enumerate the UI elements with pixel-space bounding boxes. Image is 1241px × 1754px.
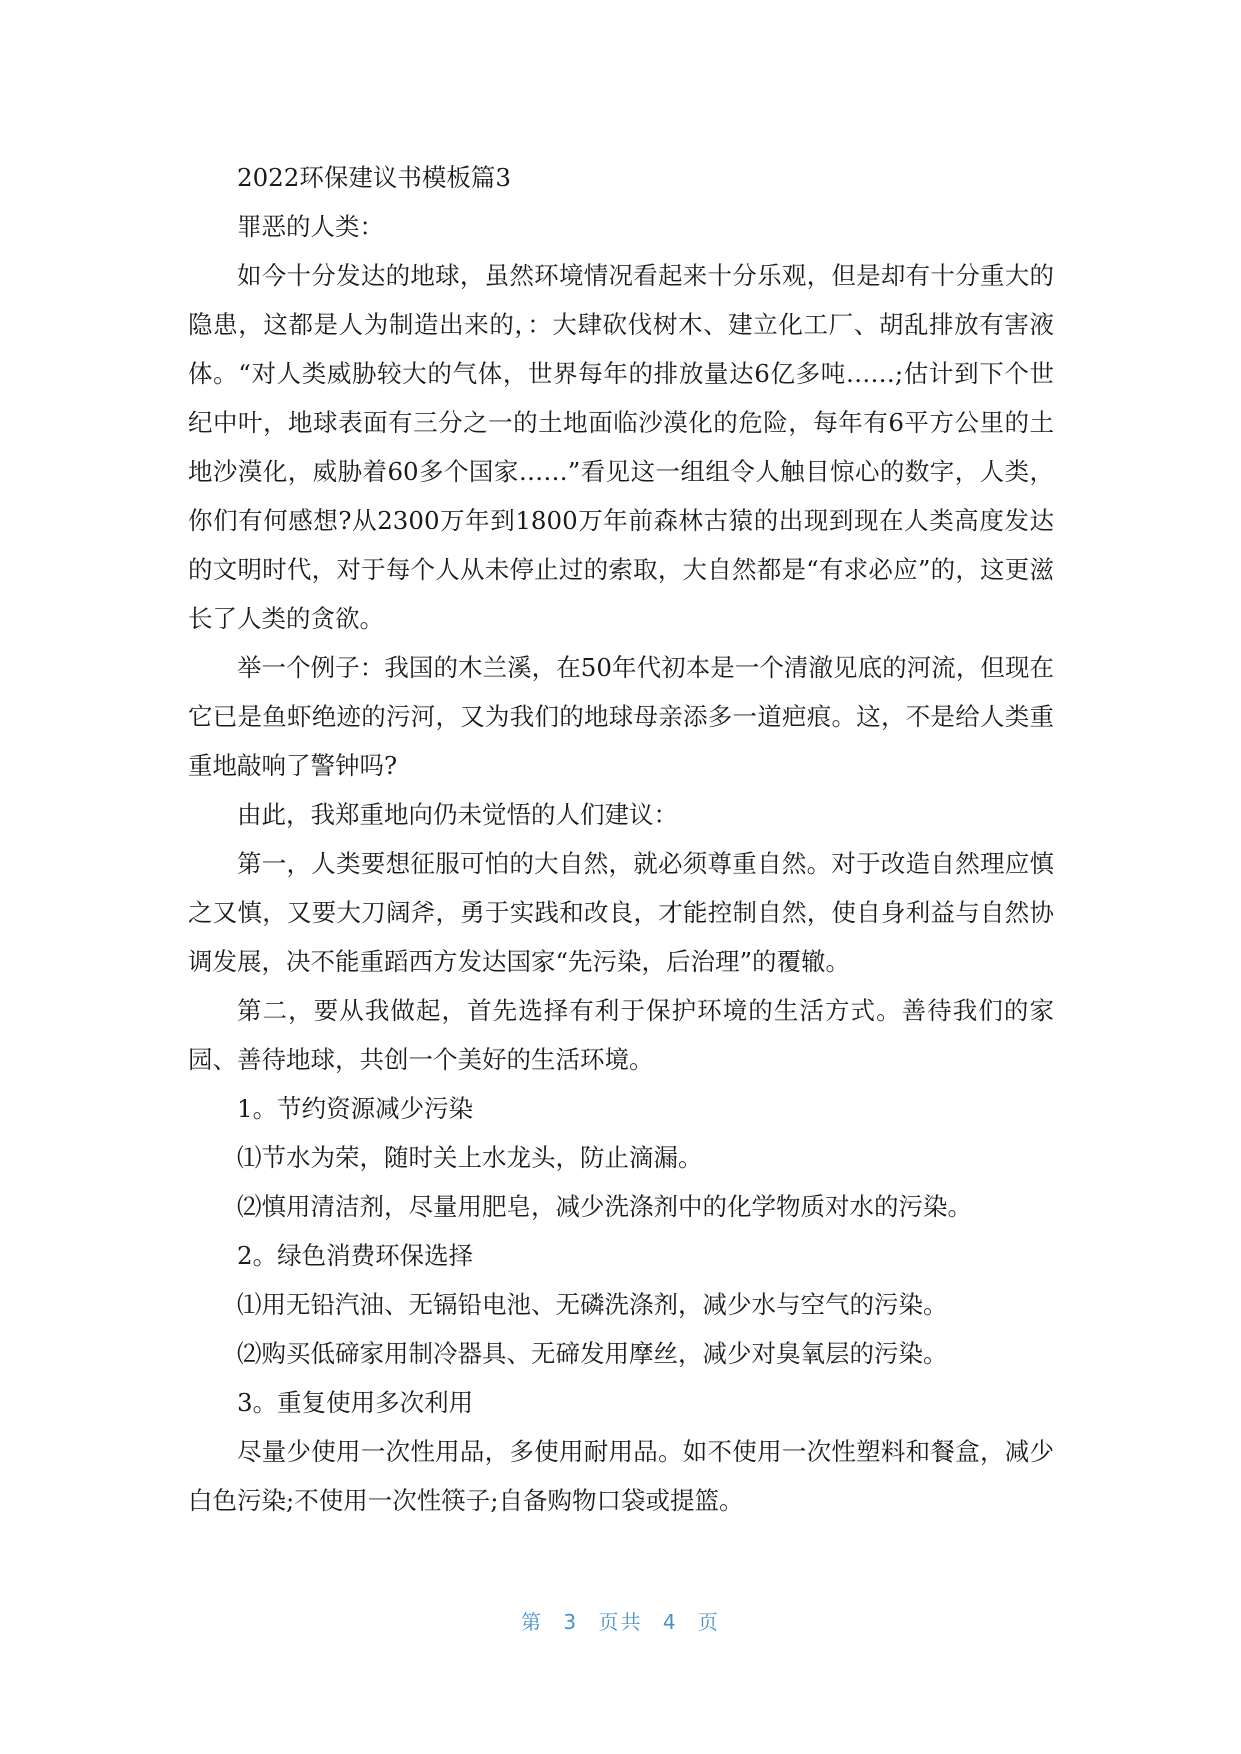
paragraph-proposal-lead: 由此，我郑重地向仍未觉悟的人们建议： [237, 800, 678, 829]
paragraph-second-point: 第二，要从我做起，首先选择有利于保护环境的生活方式。善待我们的家园、善待地球，共创一个美好的生活环境。 [188, 996, 1054, 1074]
list-item: ⑵购买低碲家用制冷器具、无碲发用摩丝，减少对臭氧层的污染。 [237, 1339, 948, 1368]
document-title: 2022环保建议书模板篇3 [237, 163, 511, 192]
section-heading-2: 2。绿色消费环保选择 [237, 1241, 474, 1270]
paragraph-intro: 如今十分发达的地球，虽然环境情况看起来十分乐观，但是却有十分重大的隐患，这都是人为制造出来的，：大肆砍伐树木、建立化工厂、胡乱排放有害液体。“对人类威胁较大的气体，世界每年的排放量达6亿多吨……;估计到下个世纪中叶，地球表面有三分之一的土地面临沙漠化的危险，每年有6平方公里的土地沙漠化，威胁着60多个国家……”看见这一组组令人触目惊心的数字，人类，你们有何感想?从2300万年到1800万年前森林古猿的出现到现在人类高度发达的文明时代，对于每个人从未停止过的索取，大自然都是“有求必应”的，这更滋长了人类的贪欲。 [188, 261, 1054, 633]
page-number-footer: 第 3 页共 4 页 [521, 1610, 720, 1634]
section-heading-1: 1。节约资源减少污染 [237, 1094, 474, 1123]
paragraph-reuse: 尽量少使用一次性用品，多使用耐用品。如不使用一次性塑料和餐盒，减少白色污染;不使用一次性筷子;自备购物口袋或提篮。 [188, 1437, 1054, 1515]
list-item: ⑴用无铅汽油、无镉铅电池、无磷洗涤剂，减少水与空气的污染。 [237, 1290, 948, 1319]
section-heading-3: 3。重复使用多次利用 [237, 1388, 474, 1417]
paragraph-first-point: 第一，人类要想征服可怕的大自然，就必须尊重自然。对于改造自然理应慎之又慎，又要大刀阔斧，勇于实践和改良，才能控制自然，使自身利益与自然协调发展，决不能重蹈西方发达国家“先污染，后治理”的覆辙。 [188, 849, 1054, 976]
list-item: ⑵慎用清洁剂，尽量用肥皂，减少洗涤剂中的化学物质对水的污染。 [237, 1192, 972, 1221]
paragraph-example: 举一个例子：我国的木兰溪，在50年代初本是一个清澈见底的河流，但现在它已是鱼虾绝迹的污河，又为我们的地球母亲添多一道疤痕。这，不是给人类重重地敲响了警钟吗? [188, 653, 1054, 780]
paragraph-salutation: 罪恶的人类： [237, 212, 384, 241]
document-body [188, 153, 1054, 1525]
list-item: ⑴节水为荣，随时关上水龙头，防止滴漏。 [237, 1143, 703, 1172]
